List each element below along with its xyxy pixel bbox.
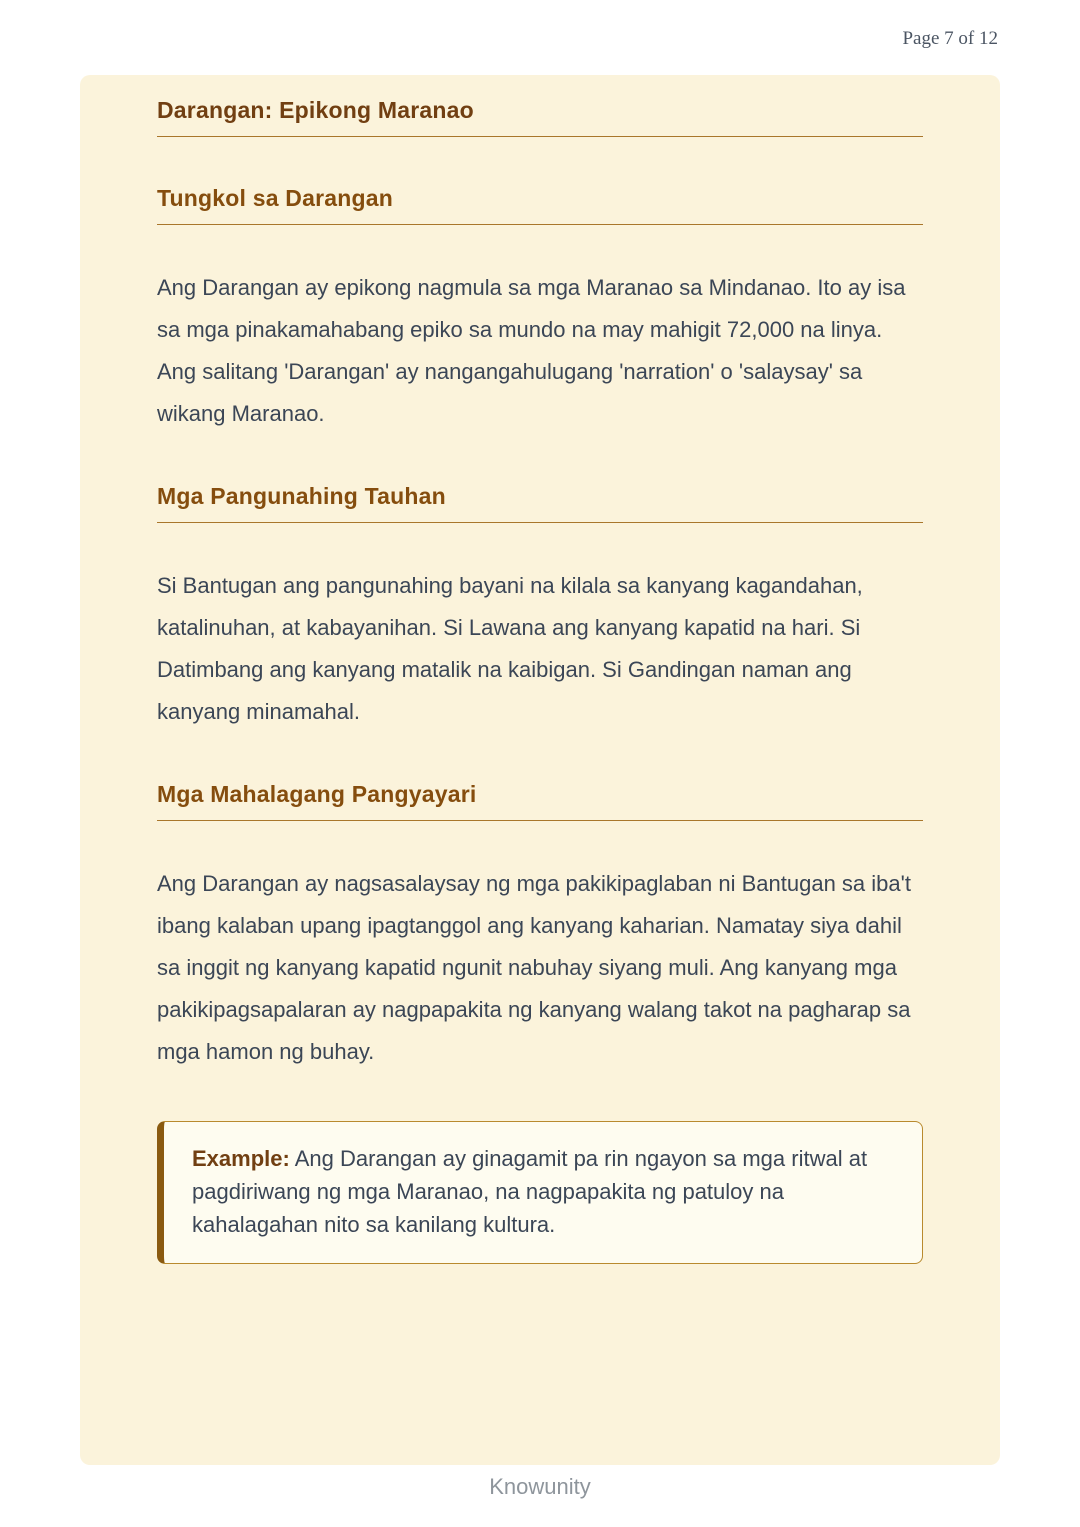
section-body-mga-pangunahing-tauhan: Si Bantugan ang pangunahing bayani na kilala sa kanyang kagandahan, katalinuhan, at kabayanihan. Si Lawana ang kanyang kapatid na hari. Si Datimbang ang kanyang matalik na kaibigan. Si Gandingan naman ang kanyang minamahal.	[157, 573, 863, 724]
section-rule	[157, 820, 923, 821]
section-rule	[157, 224, 923, 225]
section-rule	[157, 522, 923, 523]
footer-brand: Knowunity	[489, 1474, 591, 1499]
section-body-mga-mahalagang-pangyayari: Ang Darangan ay nagsasalaysay ng mga pakikipaglaban ni Bantugan sa iba't ibang kalaban upang ipagtanggol ang kanyang kaharian. Namatay siya dahil sa inggit ng kanyang kapatid ngunit nabuhay siyang muli. Ang kanyang mga pakikipagsapalaran ay nagpapakita ng kanyang walang takot na pagharap sa mga hamon ng buhay.	[157, 871, 911, 1064]
example-label: Example:	[192, 1146, 290, 1171]
section-heading-tungkol-sa-darangan: Tungkol sa Darangan	[157, 185, 393, 211]
title-rule	[157, 136, 923, 137]
section-body-tungkol-sa-darangan: Ang Darangan ay epikong nagmula sa mga Maranao sa Mindanao. Ito ay isa sa mga pinakamahabang epiko sa mundo na may mahigit 72,000 na linya. Ang salitang 'Darangan' ay nangangahulugang 'narration' o 'salaysay' sa wikang Maranao.	[157, 275, 906, 426]
section-heading-mga-pangunahing-tauhan: Mga Pangunahing Tauhan	[157, 483, 446, 509]
example-text: Ang Darangan ay ginagamit pa rin ngayon sa mga ritwal at pagdiriwang ng mga Maranao, na nagpapakita ng patuloy na kahalagahan nito sa kanilang kultura.	[192, 1146, 868, 1237]
section-heading-mga-mahalagang-pangyayari: Mga Mahalagang Pangyayari	[157, 781, 477, 807]
document-title: Darangan: Epikong Maranao	[157, 97, 474, 123]
document-card	[80, 75, 1000, 1465]
example-callout-box	[157, 1121, 923, 1264]
page-indicator: Page 7 of 12	[902, 28, 998, 49]
